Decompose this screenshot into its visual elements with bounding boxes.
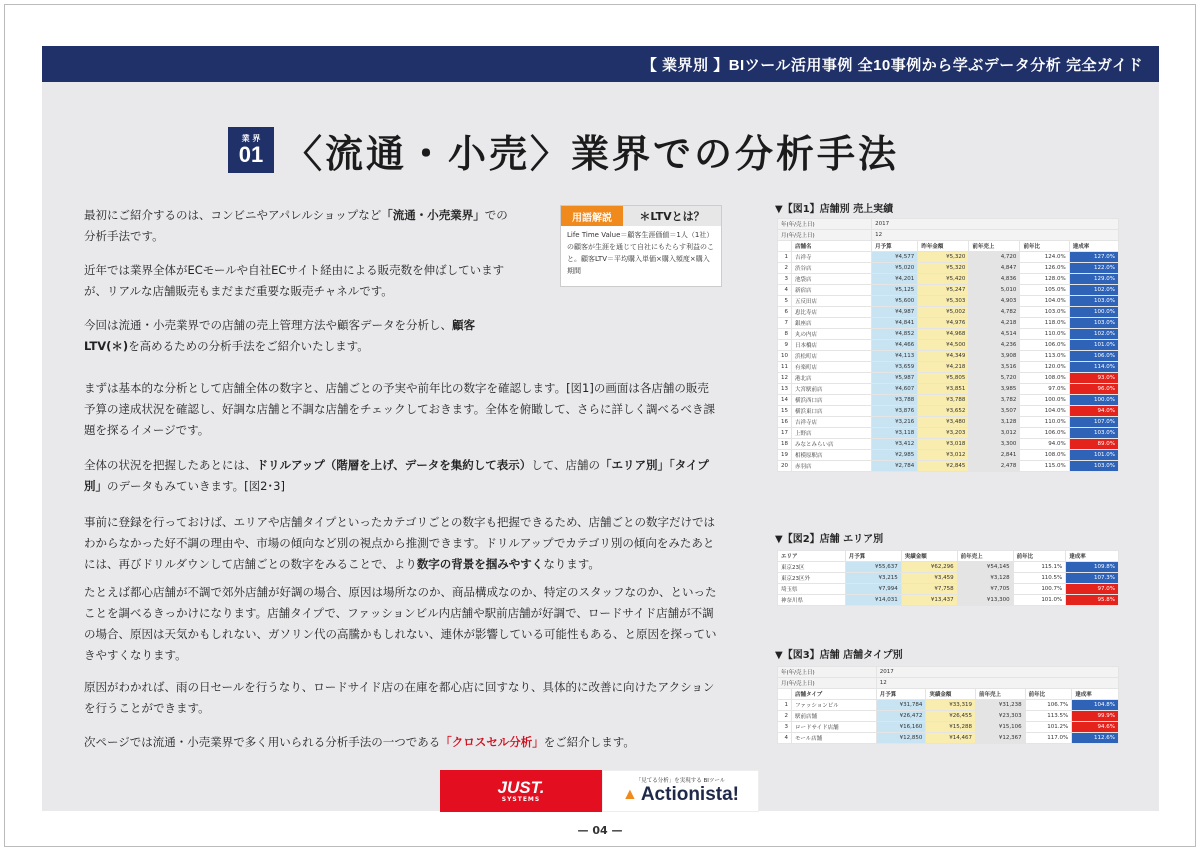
term-header	[561, 206, 721, 226]
budget-cell: ¥4,607	[872, 384, 918, 395]
term-title: ＊LTVとは？	[623, 206, 721, 226]
column-header: 前年売上	[957, 551, 1013, 562]
rank-cell: 15	[778, 406, 792, 417]
name-cell: 丸の内店	[792, 329, 872, 340]
yoy-cell: 128.0%	[1020, 274, 1069, 285]
badge-label: 業 界	[241, 133, 261, 143]
actual-cell: ¥3,203	[918, 428, 969, 439]
prev-year-cell: 4,218	[969, 318, 1020, 329]
achievement-cell: 103.0%	[1069, 296, 1118, 307]
prev-year-cell: 3,300	[969, 439, 1020, 450]
name-cell: 駅前店舗	[792, 711, 877, 722]
name-cell: 渋谷店	[792, 263, 872, 274]
actual-cell: ¥3,012	[918, 450, 969, 461]
actual-cell: ¥13,437	[901, 595, 957, 606]
name-cell: 新宿店	[792, 285, 872, 296]
budget-cell: ¥5,987	[872, 373, 918, 384]
budget-cell: ¥5,125	[872, 285, 918, 296]
yoy-cell: 115.0%	[1020, 461, 1069, 472]
table-row	[778, 329, 1119, 340]
term-explanation-box	[560, 205, 722, 287]
paragraph-5: 全体の状況を把握したあとには、ドリルアップ（階層を上げ、データを集約して表示）して、店舗の「エリア別」「タイプ別」のデータもみていきます。[図2･3]	[84, 458, 709, 493]
budget-cell: ¥3,118	[872, 428, 918, 439]
yoy-cell: 108.0%	[1020, 450, 1069, 461]
actionista-logo: 「見てる分析」を実現する BIツール ▲ Actionista!	[602, 770, 759, 812]
paragraph-8: 原因がわかれば、雨の日セールを行うなり、ロードサイド店の在庫を都心店に回すなり、具体的に改善に向けたアクションを行うことができます。	[84, 680, 715, 715]
prev-year-cell: 3,908	[969, 351, 1020, 362]
name-cell: ロードサイド店舗	[792, 722, 877, 733]
table-row	[778, 351, 1119, 362]
name-cell: 銀座店	[792, 318, 872, 329]
rank-cell: 1	[778, 700, 792, 711]
achievement-cell: 96.0%	[1069, 384, 1118, 395]
budget-cell: ¥2,784	[872, 461, 918, 472]
rank-cell: 16	[778, 417, 792, 428]
yoy-cell: 118.0%	[1020, 318, 1069, 329]
achievement-cell: 94.0%	[1069, 406, 1118, 417]
meta-label: 年(年/売上日)	[778, 219, 872, 230]
yoy-cell: 113.0%	[1020, 351, 1069, 362]
actual-cell: ¥3,788	[918, 395, 969, 406]
achievement-cell: 114.0%	[1069, 362, 1118, 373]
budget-cell: ¥4,841	[872, 318, 918, 329]
actual-cell: ¥4,976	[918, 318, 969, 329]
paragraph-9: 次ページでは流通・小売業界で多く用いられる分析手法の一つである「クロスセル分析」をご紹介します。	[84, 735, 635, 749]
achievement-cell: 95.8%	[1066, 595, 1119, 606]
paragraph-1: 最初にご紹介するのは、コンビニやアパレルショップなど「流通・小売業界」での分析手法です。	[84, 208, 508, 243]
budget-cell: ¥4,577	[872, 252, 918, 263]
rank-cell: 7	[778, 318, 792, 329]
fig2-header-row	[778, 551, 1119, 562]
actual-cell: ¥5,247	[918, 285, 969, 296]
name-cell: 池袋店	[792, 274, 872, 285]
name-cell: 相模原駅店	[792, 450, 872, 461]
rank-cell: 9	[778, 340, 792, 351]
prev-year-cell: 4,836	[969, 274, 1020, 285]
rank-cell: 12	[778, 373, 792, 384]
table-row	[778, 461, 1119, 472]
name-cell: 五反田店	[792, 296, 872, 307]
yoy-cell: 100.7%	[1013, 584, 1066, 595]
achievement-cell: 100.0%	[1069, 307, 1118, 318]
budget-cell: ¥4,466	[872, 340, 918, 351]
table-row	[778, 296, 1119, 307]
prev-year-cell: 3,985	[969, 384, 1020, 395]
achievement-cell: 100.0%	[1069, 395, 1118, 406]
yoy-cell: 106.0%	[1020, 428, 1069, 439]
budget-cell: ¥3,659	[872, 362, 918, 373]
actual-cell: ¥5,320	[918, 263, 969, 274]
page-title: 〈流通・小売〉業界での分析手法	[284, 131, 900, 176]
table-row	[778, 584, 1119, 595]
yoy-cell: 126.0%	[1020, 263, 1069, 274]
actual-cell: ¥4,218	[918, 362, 969, 373]
actual-cell: ¥3,851	[918, 384, 969, 395]
name-cell: 東京23区外	[778, 573, 846, 584]
table-row	[778, 285, 1119, 296]
achievement-cell: 89.0%	[1069, 439, 1118, 450]
footer-logos	[440, 770, 759, 812]
table-row	[778, 439, 1119, 450]
budget-cell: ¥4,987	[872, 307, 918, 318]
prev-year-cell: 5,010	[969, 285, 1020, 296]
name-cell: 大宮駅前店	[792, 384, 872, 395]
yoy-cell: 101.0%	[1013, 595, 1066, 606]
column-header: 店舗タイプ	[792, 689, 877, 700]
actual-cell: ¥33,319	[926, 700, 976, 711]
yoy-cell: 110.0%	[1020, 329, 1069, 340]
name-cell: 上野店	[792, 428, 872, 439]
prev-year-cell: ¥31,238	[975, 700, 1025, 711]
rank-cell: 4	[778, 285, 792, 296]
prev-year-cell: ¥13,300	[957, 595, 1013, 606]
fig2-table	[777, 550, 1119, 606]
budget-cell: ¥55,637	[845, 562, 901, 573]
yoy-cell: 115.1%	[1013, 562, 1066, 573]
prev-year-cell: ¥7,705	[957, 584, 1013, 595]
yoy-cell: 117.0%	[1025, 733, 1072, 744]
rank-cell: 3	[778, 722, 792, 733]
prev-year-cell: 4,847	[969, 263, 1020, 274]
fig1-table	[777, 218, 1119, 472]
badge-number: 01	[238, 141, 264, 167]
name-cell: 吉祥寺店	[792, 417, 872, 428]
achievement-cell: 106.0%	[1069, 351, 1118, 362]
rank-cell: 6	[778, 307, 792, 318]
prev-year-cell: 4,514	[969, 329, 1020, 340]
budget-cell: ¥3,216	[872, 417, 918, 428]
meta-value: 2017	[872, 219, 1119, 230]
column-header: 前年売上	[975, 689, 1025, 700]
prev-year-cell: ¥12,367	[975, 733, 1025, 744]
achievement-cell: 127.0%	[1069, 252, 1118, 263]
achievement-cell: 93.0%	[1069, 373, 1118, 384]
fig2-caption: ▼【図2】店舗 エリア別	[775, 534, 884, 545]
actual-cell: ¥7,758	[901, 584, 957, 595]
rank-cell: 17	[778, 428, 792, 439]
yoy-cell: 104.0%	[1020, 296, 1069, 307]
column-header: 達成率	[1072, 689, 1119, 700]
yoy-cell: 106.7%	[1025, 700, 1072, 711]
actual-cell: ¥3,480	[918, 417, 969, 428]
column-header	[778, 241, 792, 252]
actual-cell: ¥5,303	[918, 296, 969, 307]
rank-cell: 14	[778, 395, 792, 406]
budget-cell: ¥14,031	[845, 595, 901, 606]
achievement-cell: 107.3%	[1066, 573, 1119, 584]
actual-cell: ¥5,805	[918, 373, 969, 384]
yoy-cell: 120.0%	[1020, 362, 1069, 373]
meta-label: 年(年/売上日)	[778, 667, 877, 678]
name-cell: 東京23区	[778, 562, 846, 573]
actual-cell: ¥3,018	[918, 439, 969, 450]
rank-cell: 20	[778, 461, 792, 472]
meta-value: 12	[872, 230, 1119, 241]
name-cell: 横浜東口店	[792, 406, 872, 417]
yoy-cell: 110.0%	[1020, 417, 1069, 428]
header-banner	[42, 46, 1159, 82]
justsystems-logo: JUST. SYSTEMS	[440, 770, 602, 812]
achievement-cell: 103.0%	[1069, 318, 1118, 329]
rank-cell: 10	[778, 351, 792, 362]
table-row	[778, 450, 1119, 461]
budget-cell: ¥3,412	[872, 439, 918, 450]
budget-cell: ¥2,985	[872, 450, 918, 461]
actual-cell: ¥5,420	[918, 274, 969, 285]
fig1-meta-row	[778, 230, 1119, 241]
budget-cell: ¥3,788	[872, 395, 918, 406]
budget-cell: ¥4,852	[872, 329, 918, 340]
yoy-cell: 97.0%	[1020, 384, 1069, 395]
column-header: 店舗名	[792, 241, 872, 252]
meta-label: 月(年/売上日)	[778, 230, 872, 241]
table-row	[778, 395, 1119, 406]
achievement-cell: 103.0%	[1069, 428, 1118, 439]
actual-cell: ¥14,467	[926, 733, 976, 744]
budget-cell: ¥31,784	[876, 700, 926, 711]
yoy-cell: 124.0%	[1020, 252, 1069, 263]
table-row	[778, 406, 1119, 417]
actual-cell: ¥15,288	[926, 722, 976, 733]
paragraph-2: 近年では業界全体がECモールや自社ECサイト経由による販売数を伸ばしていますが、リアルな店舗販売もまだまだ重要な販売チャネルです。	[84, 263, 505, 298]
fig3-meta-row	[778, 667, 1119, 678]
fig3-header-row	[778, 689, 1119, 700]
paragraph-6: 事前に登録を行っておけば、エリアや店舗タイプといったカテゴリごとの数字も把握できるため、店舗ごとの数字だけではわからなかった好不調の理由や、市場の傾向など別の視点から推測できます。ドリルアップでカテゴリ別の傾向をみたあとには、再びドリルダウンして店舗ごとの数字をみることで、より数字の背景を掴みやすくなります。	[84, 515, 715, 571]
name-cell: 赤羽店	[792, 461, 872, 472]
column-header: 月予算	[876, 689, 926, 700]
achievement-cell: 107.0%	[1069, 417, 1118, 428]
name-cell: 恵比寿店	[792, 307, 872, 318]
yoy-cell: 94.0%	[1020, 439, 1069, 450]
achievement-cell: 97.0%	[1066, 584, 1119, 595]
budget-cell: ¥3,876	[872, 406, 918, 417]
fig1-header-row	[778, 241, 1119, 252]
table-row	[778, 373, 1119, 384]
actual-cell: ¥5,320	[918, 252, 969, 263]
achievement-cell: 109.8%	[1066, 562, 1119, 573]
column-header: 達成率	[1069, 241, 1118, 252]
actual-cell: ¥4,500	[918, 340, 969, 351]
budget-cell: ¥5,020	[872, 263, 918, 274]
rank-cell: 3	[778, 274, 792, 285]
rank-cell: 11	[778, 362, 792, 373]
budget-cell: ¥3,215	[845, 573, 901, 584]
column-header: 前年売上	[969, 241, 1020, 252]
meta-label: 月(年/売上日)	[778, 678, 877, 689]
paragraph-4: まずは基本的な分析として店舗全体の数字と、店舗ごとの予実や前年比の数字を確認します。[図1]の画面は各店舗の販売予算の達成状況を確認し、好調な店舗と不調な店舗をチェックしておきます。全体を俯瞰して、さらに詳しく調べるべき課題を探るイメージです。	[84, 381, 715, 437]
column-header: 前年比	[1013, 551, 1066, 562]
prev-year-cell: 4,236	[969, 340, 1020, 351]
fig1-meta-row	[778, 219, 1119, 230]
term-body: Life Time Value＝顧客生涯価値＝1人（1社）の顧客が生涯を通じて自社にもたらす利益のこと。顧客LTV＝平均購入単価×購入頻度×購入期間	[567, 231, 714, 275]
budget-cell: ¥4,201	[872, 274, 918, 285]
prev-year-cell: 4,903	[969, 296, 1020, 307]
prev-year-cell: 3,507	[969, 406, 1020, 417]
fig1-caption: ▼【図1】店舗別 売上実績	[775, 204, 894, 215]
yoy-cell: 101.2%	[1025, 722, 1072, 733]
prev-year-cell: 2,478	[969, 461, 1020, 472]
rank-cell: 4	[778, 733, 792, 744]
column-header: エリア	[778, 551, 846, 562]
budget-cell: ¥4,113	[872, 351, 918, 362]
table-row	[778, 711, 1119, 722]
name-cell: 吉祥寺	[792, 252, 872, 263]
fig3-meta-row	[778, 678, 1119, 689]
achievement-cell: 102.0%	[1069, 329, 1118, 340]
actual-cell: ¥3,459	[901, 573, 957, 584]
column-header: 昨年金額	[918, 241, 969, 252]
prev-year-cell: 3,782	[969, 395, 1020, 406]
rank-cell: 19	[778, 450, 792, 461]
achievement-cell: 129.0%	[1069, 274, 1118, 285]
column-header: 前年比	[1020, 241, 1069, 252]
name-cell: 浜松町店	[792, 351, 872, 362]
table-row	[778, 318, 1119, 329]
achievement-cell: 101.0%	[1069, 340, 1118, 351]
budget-cell: ¥12,850	[876, 733, 926, 744]
achievement-cell: 103.0%	[1069, 461, 1118, 472]
name-cell: ファッションビル	[792, 700, 877, 711]
table-row	[778, 428, 1119, 439]
fig3-caption: ▼【図3】店舗 店舗タイプ別	[775, 650, 903, 661]
achievement-cell: 104.8%	[1072, 700, 1119, 711]
prev-year-cell: 5,720	[969, 373, 1020, 384]
column-header	[778, 689, 792, 700]
prev-year-cell: 2,841	[969, 450, 1020, 461]
prev-year-cell: 4,720	[969, 252, 1020, 263]
table-row	[778, 562, 1119, 573]
table-row	[778, 722, 1119, 733]
actual-cell: ¥3,652	[918, 406, 969, 417]
achievement-cell: 101.0%	[1069, 450, 1118, 461]
achievement-cell: 94.6%	[1072, 722, 1119, 733]
actual-cell: ¥5,002	[918, 307, 969, 318]
table-row	[778, 595, 1119, 606]
yoy-cell: 110.5%	[1013, 573, 1066, 584]
achievement-cell: 122.0%	[1069, 263, 1118, 274]
budget-cell: ¥16,160	[876, 722, 926, 733]
rank-cell: 2	[778, 263, 792, 274]
prev-year-cell: 3,012	[969, 428, 1020, 439]
actual-cell: ¥4,968	[918, 329, 969, 340]
name-cell: 神奈川県	[778, 595, 846, 606]
column-header: 実績金額	[901, 551, 957, 562]
budget-cell: ¥26,472	[876, 711, 926, 722]
table-row	[778, 733, 1119, 744]
triangle-icon: ▲	[621, 786, 638, 803]
achievement-cell: 112.6%	[1072, 733, 1119, 744]
prev-year-cell: ¥54,145	[957, 562, 1013, 573]
name-cell: 有楽町店	[792, 362, 872, 373]
name-cell: 埼玉県	[778, 584, 846, 595]
rank-cell: 1	[778, 252, 792, 263]
prev-year-cell: ¥15,106	[975, 722, 1025, 733]
column-header: 実績金額	[926, 689, 976, 700]
table-row	[778, 274, 1119, 285]
table-row	[778, 307, 1119, 318]
table-row	[778, 573, 1119, 584]
fig3-table	[777, 666, 1119, 744]
yoy-cell: 108.0%	[1020, 373, 1069, 384]
prev-year-cell: ¥3,128	[957, 573, 1013, 584]
meta-value: 12	[876, 678, 1118, 689]
achievement-cell: 99.9%	[1072, 711, 1119, 722]
term-tag: 用語解説	[561, 206, 623, 226]
actual-cell: ¥26,455	[926, 711, 976, 722]
rank-cell: 13	[778, 384, 792, 395]
table-row	[778, 340, 1119, 351]
budget-cell: ¥5,600	[872, 296, 918, 307]
yoy-cell: 104.0%	[1020, 406, 1069, 417]
yoy-cell: 113.5%	[1025, 711, 1072, 722]
actual-cell: ¥4,349	[918, 351, 969, 362]
name-cell: 横浜西口店	[792, 395, 872, 406]
actual-cell: ¥2,845	[918, 461, 969, 472]
section-heading	[228, 125, 899, 175]
prev-year-cell: 3,516	[969, 362, 1020, 373]
prev-year-cell: ¥23,303	[975, 711, 1025, 722]
rank-cell: 18	[778, 439, 792, 450]
table-row	[778, 384, 1119, 395]
column-header: 月予算	[845, 551, 901, 562]
table-row	[778, 362, 1119, 373]
table-row	[778, 417, 1119, 428]
paragraph-7: たとえば都心店舗が不調で郊外店舗が好調の場合、原因は場所なのか、商品構成なのか、特定のスタッフなのか、といったことを調べるきっかけになります。店舗タイプで、ファッションビル内店舗や駅前店舗が好調で、ロードサイド店舗が不調の場合、原因は天気かもしれない、ガソリン代の高騰かもしれない、連休が影響している可能性もある、と原因を探っていきやすくなります。	[84, 585, 717, 662]
budget-cell: ¥7,994	[845, 584, 901, 595]
yoy-cell: 100.0%	[1020, 395, 1069, 406]
table-row	[778, 700, 1119, 711]
prev-year-cell: 3,128	[969, 417, 1020, 428]
table-row	[778, 263, 1119, 274]
meta-value: 2017	[876, 667, 1118, 678]
column-header: 前年比	[1025, 689, 1072, 700]
page-number: — 04 —	[577, 824, 623, 837]
yoy-cell: 105.0%	[1020, 285, 1069, 296]
prev-year-cell: 4,782	[969, 307, 1020, 318]
column-header: 達成率	[1066, 551, 1119, 562]
rank-cell: 2	[778, 711, 792, 722]
actual-cell: ¥62,296	[901, 562, 957, 573]
achievement-cell: 102.0%	[1069, 285, 1118, 296]
rank-cell: 8	[778, 329, 792, 340]
rank-cell: 5	[778, 296, 792, 307]
name-cell: モール店舗	[792, 733, 877, 744]
name-cell: 日本橋店	[792, 340, 872, 351]
banner-title: 【 業界別 】BIツール活用事例 全10事例から学ぶデータ分析 完全ガイド	[641, 56, 1143, 74]
name-cell: 港北店	[792, 373, 872, 384]
yoy-cell: 103.0%	[1020, 307, 1069, 318]
column-header: 月予算	[872, 241, 918, 252]
name-cell: みなとみらい店	[792, 439, 872, 450]
paragraph-3: 今回は流通・小売業界での店舗の売上管理方法や顧客データを分析し、顧客LTV(＊)を高めるための分析手法をご紹介いたします。	[84, 318, 475, 353]
table-row	[778, 252, 1119, 263]
industry-badge	[228, 127, 274, 173]
yoy-cell: 106.0%	[1020, 340, 1069, 351]
